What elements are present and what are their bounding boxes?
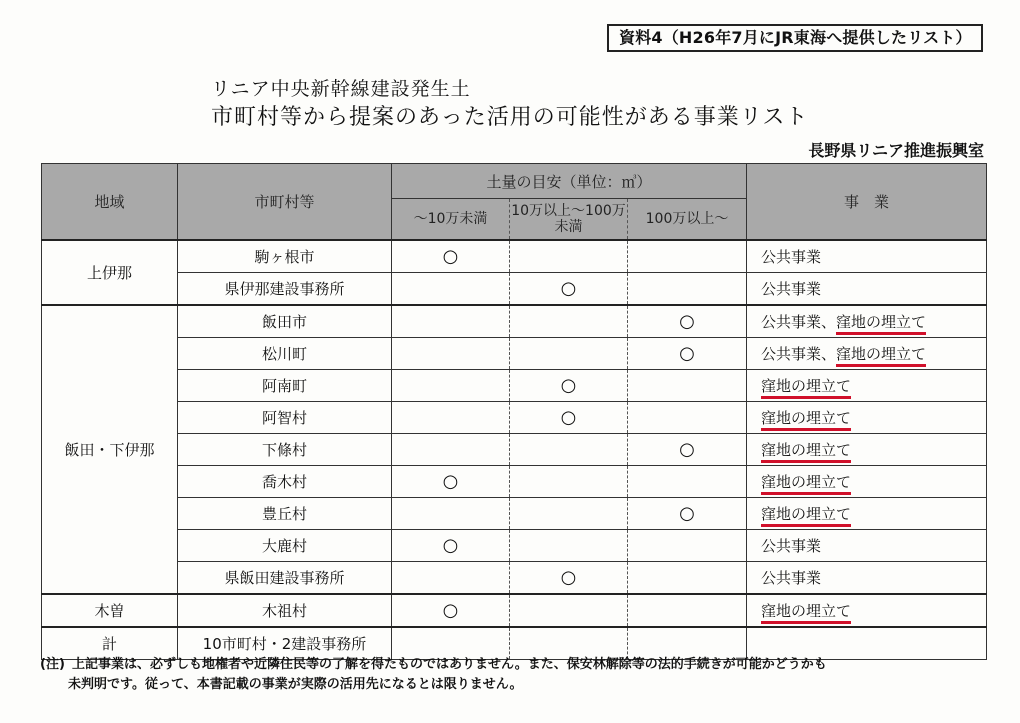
circle-mark: ○	[560, 407, 577, 428]
volume-cell	[628, 530, 747, 562]
circle-mark: ○	[560, 278, 577, 299]
volume-cell	[392, 562, 510, 595]
project-cell	[747, 562, 987, 595]
table-row	[42, 402, 987, 434]
project-cell	[747, 530, 987, 562]
volume-cell	[510, 273, 628, 306]
circle-mark: ○	[679, 503, 695, 524]
volume-cell	[392, 305, 510, 338]
project-text: 公共事業	[761, 280, 822, 298]
municipality-cell: 県飯田建設事務所	[178, 562, 392, 595]
circle-mark: ○	[442, 246, 459, 267]
table-row	[42, 562, 987, 595]
region-cell: 木曽	[42, 594, 178, 627]
volume-cell	[628, 498, 747, 530]
volume-cell	[392, 498, 510, 530]
reference-label: 資料4（H26年7月にJR東海へ提供したリスト）	[607, 24, 983, 52]
project-underlined-text: 窪地の埋立て	[761, 409, 851, 431]
table-row	[42, 370, 987, 402]
circle-mark: ○	[560, 375, 577, 396]
table-row	[42, 498, 987, 530]
volume-cell	[510, 402, 628, 434]
volume-cell	[628, 562, 747, 595]
municipality-cell: 木祖村	[178, 594, 392, 627]
region-cell: 飯田・下伊那	[42, 305, 178, 594]
volume-cell	[510, 530, 628, 562]
project-text: 公共事業	[761, 569, 822, 587]
header-vol-10-100: 10万以上～100万未満	[510, 199, 628, 241]
volume-cell	[392, 434, 510, 466]
volume-cell	[392, 530, 510, 562]
project-table	[41, 163, 987, 660]
volume-cell	[510, 466, 628, 498]
project-cell	[747, 370, 987, 402]
total-value: 10市町村・2建設事務所	[178, 627, 392, 660]
volume-cell	[510, 594, 628, 627]
table-row	[42, 273, 987, 306]
project-cell	[747, 305, 987, 338]
project-cell	[747, 498, 987, 530]
project-text: 公共事業、	[761, 345, 837, 363]
volume-cell	[628, 402, 747, 434]
municipality-cell: 大鹿村	[178, 530, 392, 562]
volume-cell	[392, 402, 510, 434]
table-row	[42, 338, 987, 370]
volume-cell	[510, 434, 628, 466]
project-cell	[747, 466, 987, 498]
volume-cell	[628, 273, 747, 306]
volume-cell	[510, 370, 628, 402]
volume-cell	[392, 594, 510, 627]
volume-cell	[510, 562, 628, 595]
header-project: 事 業	[747, 164, 987, 241]
project-text: 公共事業、	[761, 313, 837, 331]
volume-cell	[628, 434, 747, 466]
header-municipality: 市町村等	[178, 164, 392, 241]
table-row	[42, 594, 987, 627]
municipality-cell: 松川町	[178, 338, 392, 370]
volume-cell	[392, 273, 510, 306]
project-cell	[747, 338, 987, 370]
project-underlined-text: 窪地の埋立て	[761, 473, 851, 495]
volume-cell	[392, 466, 510, 498]
total-label: 計	[42, 627, 178, 660]
region-cell: 上伊那	[42, 240, 178, 305]
municipality-cell: 阿智村	[178, 402, 392, 434]
volume-cell	[510, 498, 628, 530]
volume-cell	[628, 594, 747, 627]
project-underlined-text: 窪地の埋立て	[761, 441, 851, 463]
header-region: 地域	[42, 164, 178, 241]
circle-mark: ○	[679, 439, 695, 460]
page-title: 市町村等から提案のあった活用の可能性がある事業リスト	[211, 105, 809, 130]
header-volume: 土量の目安（単位：㎥）	[392, 164, 747, 199]
volume-cell	[628, 338, 747, 370]
table-row	[42, 434, 987, 466]
project-underlined-text: 窪地の埋立て	[761, 377, 851, 399]
project-text: 公共事業	[761, 537, 822, 555]
project-underlined-text: 窪地の埋立て	[761, 602, 851, 624]
circle-mark: ○	[442, 471, 459, 492]
header-vol-lt10: ～10万未満	[392, 199, 510, 241]
municipality-cell: 下條村	[178, 434, 392, 466]
footnote	[40, 655, 990, 695]
project-cell	[747, 402, 987, 434]
project-underlined-text: 窪地の埋立て	[836, 313, 926, 335]
project-cell	[747, 434, 987, 466]
project-cell	[747, 240, 987, 273]
volume-cell	[392, 240, 510, 273]
circle-mark: ○	[442, 535, 459, 556]
office-name: 長野県リニア推進振興室	[808, 141, 984, 160]
municipality-cell: 飯田市	[178, 305, 392, 338]
table-row	[42, 530, 987, 562]
header-vol-gt100: 100万以上～	[628, 199, 747, 241]
municipality-cell: 駒ヶ根市	[178, 240, 392, 273]
table-row	[42, 305, 987, 338]
title-line1: リニア中央新幹線建設発生土	[211, 78, 471, 100]
note-line2: 未判明です。従って、本書記載の事業が実際の活用先になるとは限りません。	[68, 677, 523, 692]
volume-cell	[510, 240, 628, 273]
note-label: (注)	[40, 657, 65, 672]
municipality-cell: 県伊那建設事務所	[178, 273, 392, 306]
volume-cell	[510, 338, 628, 370]
project-underlined-text: 窪地の埋立て	[836, 345, 926, 367]
note-line1: 上記事業は、必ずしも地権者や近隣住民等の了解を得たものではありません。また、保安林解除等の法的手続きが可能かどうかも	[72, 657, 827, 672]
volume-cell	[628, 305, 747, 338]
project-cell	[747, 273, 987, 306]
circle-mark: ○	[679, 311, 695, 332]
table-row	[42, 466, 987, 498]
table-row	[42, 240, 987, 273]
circle-mark: ○	[560, 567, 577, 588]
circle-mark: ○	[442, 600, 459, 621]
project-text: 公共事業	[761, 248, 822, 266]
volume-cell	[510, 305, 628, 338]
volume-cell	[628, 466, 747, 498]
volume-cell	[392, 338, 510, 370]
volume-cell	[628, 240, 747, 273]
municipality-cell: 喬木村	[178, 466, 392, 498]
project-cell	[747, 594, 987, 627]
municipality-cell: 阿南町	[178, 370, 392, 402]
volume-cell	[628, 370, 747, 402]
project-underlined-text: 窪地の埋立て	[761, 505, 851, 527]
volume-cell	[392, 370, 510, 402]
circle-mark: ○	[679, 343, 695, 364]
municipality-cell: 豊丘村	[178, 498, 392, 530]
